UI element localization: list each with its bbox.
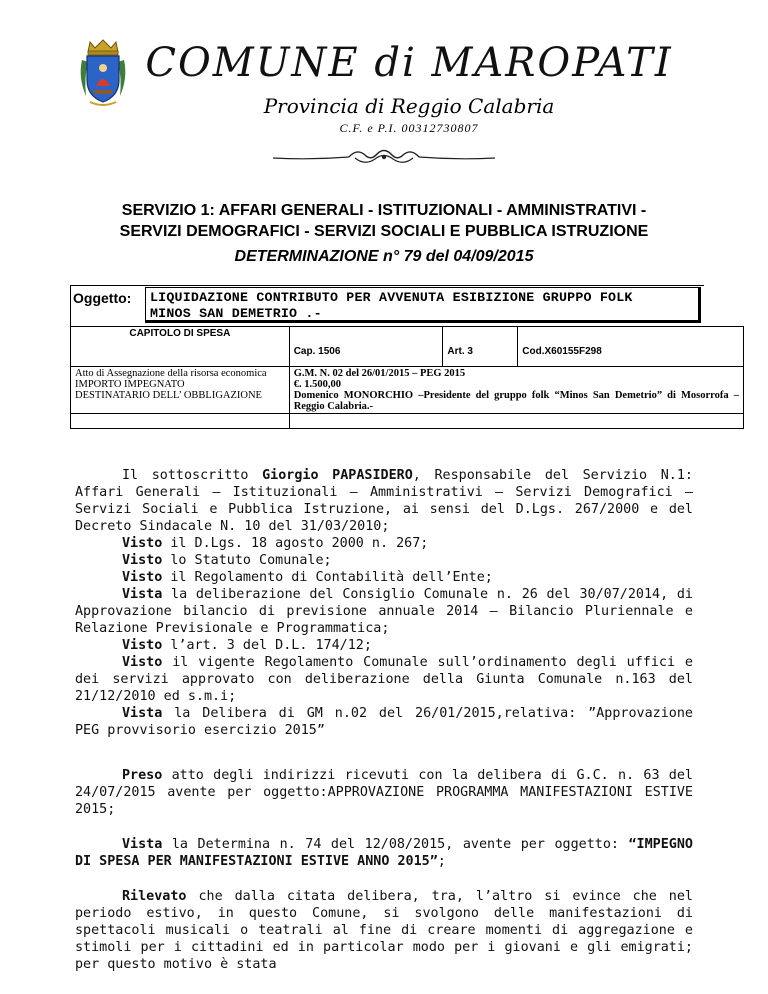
scroll-ornament-icon [271,146,497,168]
keyword: Visto [122,553,163,568]
spacer [75,739,693,767]
determina-subject: “IMPEGNO DI SPESA PER MANIFESTAZIONI ESTIVE ANNO 2015” [75,837,693,869]
keyword: Visto [122,570,163,585]
paragraph-intro [75,467,693,535]
paragraph-visto [75,569,693,586]
vista-text: ; [437,854,446,869]
empty-cell [289,414,743,429]
value-atto: G.M. N. 02 del 26/01/2015 – PEG 2015 [293,368,466,379]
visto-text: il vigente Regolamento Comunale sull’ordinamento degli uffici e dei servizi approvato con deliberazione della Giunta Comunale n.163 del 21/12/2010 ed s.m.i; [75,655,693,704]
service-line-1: SERVIZIO 1: AFFARI GENERALI - ISTITUZIONALI - AMMINISTRATIVI - [121,202,647,219]
keyword: Visto [122,655,163,670]
keyword: Preso [122,768,163,783]
value-destinatario: Domenico MONORCHIO –Presidente del gruppo folk “Minos San Demetrio” di Mosorrofa – Reggio Calabria.- [293,390,739,412]
paragraph-visto [75,654,693,705]
paragraph-vista [75,586,693,637]
province-subtitle: Provincia di Reggio Calabria [263,94,555,118]
determination-number: DETERMINAZIONE n° 79 del 04/09/2015 [234,248,534,265]
keyword: Visto [122,638,163,653]
responsible-name: Giorgio PAPASIDERO [262,468,413,483]
keyword: Visto [122,536,163,551]
visto-text: il D.Lgs. 18 agosto 2000 n. 267; [162,536,429,551]
value-importo: €. 1.500,00 [293,379,341,390]
paragraph-preso [75,767,693,818]
determination-body [75,467,693,973]
art-number: Art. 3 [443,327,518,367]
paragraph-vista [75,705,693,739]
keyword: Rilevato [122,889,187,904]
visto-text: lo Statuto Comunale; [162,553,332,568]
visto-text: il Regolamento di Contabilità dell’Ente; [162,570,493,585]
oggetto-text [145,287,701,323]
oggetto-label: Oggetto: [73,290,132,306]
vista-text: la deliberazione del Consiglio Comunale n. 26 del 30/07/2014, di Approvazione bilancio di previsione annuale 2014 – Bilancio Pluriennale e Relazione Previsionale e Programmatica; [75,587,693,636]
municipality-title: COMUNE di MAROPATI [145,40,673,86]
oggetto-line-1: LIQUIDAZIONE CONTRIBUTO PER AVVENUTA ESIBIZIONE GRUPPO FOLK [150,290,633,305]
paragraph-visto [75,535,693,552]
expense-labels [71,367,290,414]
paragraph-rilevato [75,888,693,973]
preso-text: atto degli indirizzi ricevuti con la delibera di G.C. n. 63 del 24/07/2015 avente per oggetto:APPROVAZIONE PROGRAMMA MANIFESTAZIONI ESTIVE 2015; [75,768,693,817]
expense-values [289,367,743,414]
keyword: Vista [122,706,163,721]
cod-number: Cod.X60155F298 [518,327,744,367]
service-line-2: SERVIZI DEMOGRAFICI - SERVIZI SOCIALI E PUBBLICA ISTRUZIONE [119,223,649,240]
capitolo-header: CAPITOLO DI SPESA [71,327,290,367]
oggetto-line-2: MINOS SAN DEMETRIO .- [150,306,322,321]
visto-text: l’art. 3 del D.L. 174/12; [162,638,372,653]
paragraph-visto [75,552,693,569]
cap-number: Cap. 1506 [289,327,443,367]
label-atto: Atto di Assegnazione della risorsa economica [75,368,267,379]
label-importo: IMPORTO IMPEGNATO [75,379,185,390]
keyword: Vista [122,587,163,602]
service-heading [40,200,728,242]
expense-table [70,326,744,429]
paragraph-visto [75,637,693,654]
intro-text: , Responsabile del Servizio N.1: Affari Generali – Istituzionali – Amministrativi – Servizi Demografici – Servizi Sociali e Pubblica Istruzione, ai sensi del D.Lgs. 267/2000 e del Decreto Sindacale N. 10 del 31/03/2010; [75,468,693,534]
vista-text: la Determina n. 74 del 12/08/2015, avente per oggetto: [162,837,629,852]
fiscal-code: C.F. e P.I. 00312730807 [339,121,479,135]
rilevato-text: che dalla citata delibera, tra, l’altro si evince che nel periodo estivo, in questo Comune, si svolgono delle manifestazioni di spettacoli musicali o teatrali al fine di creare momenti di aggregazione e stimoli per i cittadini ed in particolar modo per i giovani e gli emigrati; per questo motivo è stata [75,889,693,972]
label-destinatario: DESTINATARIO DELL’ OBBLIGAZIONE [75,390,262,401]
vista-text: la Delibera di GM n.02 del 26/01/2015,relativa: ”Approvazione PEG provvisorio esercizio 2015” [75,706,693,738]
intro-text: Il sottoscritto [122,468,263,483]
empty-cell [71,414,290,429]
paragraph-vista-determina [75,836,693,870]
spacer [75,818,693,836]
keyword: Vista [122,837,163,852]
spacer [75,870,693,888]
